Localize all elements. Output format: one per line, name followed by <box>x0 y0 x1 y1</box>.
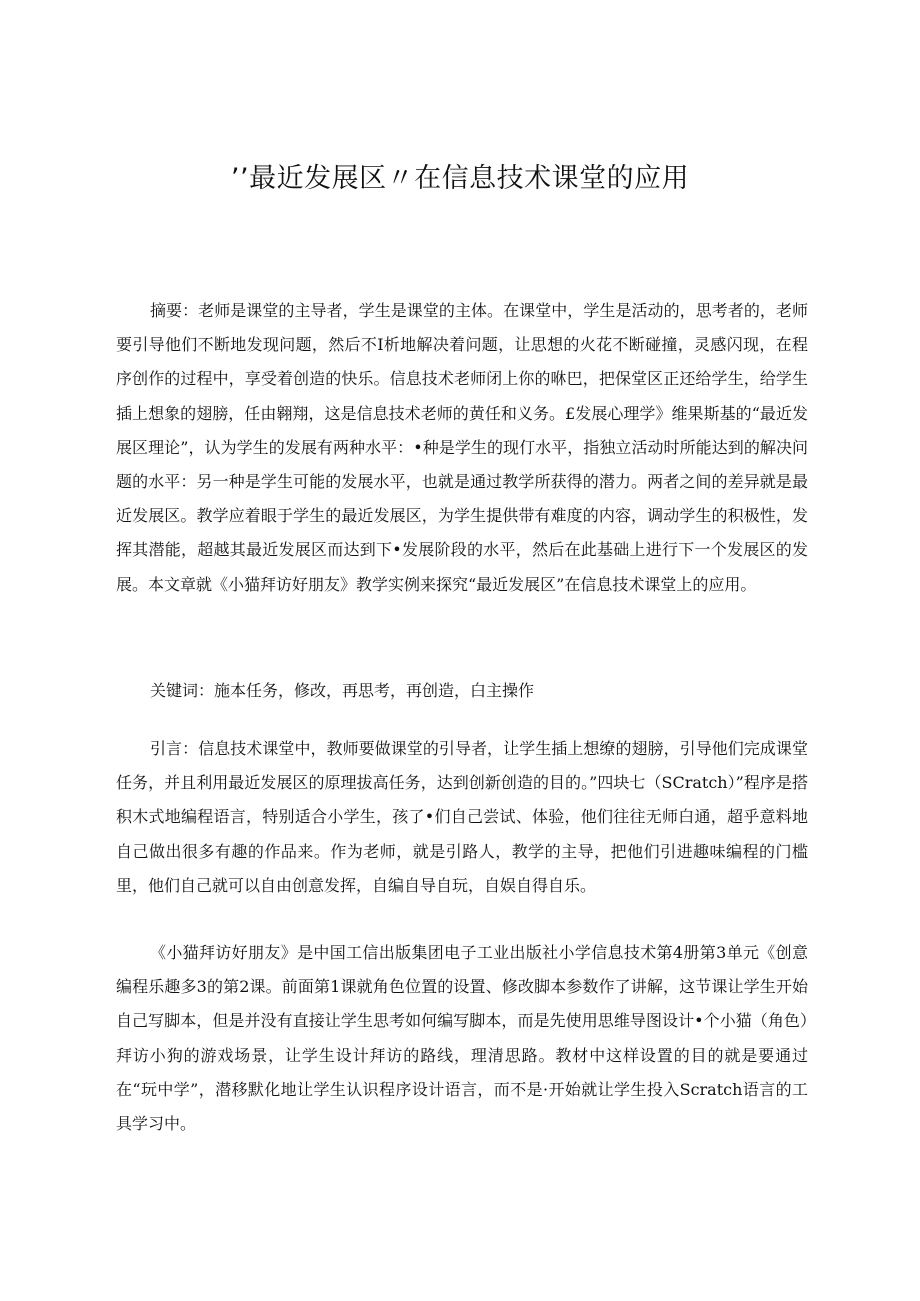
introduction-paragraph: 引言：信息技术课堂中，教师要做课堂的引导者，让学生插上想缭的翅膀，引导他们完成课堂任务，并且利用最近发展区的原理拔高任务，达到创新创造的目的。”四块七（SCratch）”程序是搭积木式地编程语言，特别适合小学生，孩了•们自己尝试、体验，他们往往无师白通，超乎意料地自己做出很多有趣的作品来。作为老师，就是引路人，教学的主导，把他们引进趣味编程的门槛里，他们自己就可以自由创意发挥，自编自导自玩，自娱自得自乐。 <box>116 739 808 895</box>
document-title: ’’最近发展区〃在信息技术课堂的应用 <box>230 163 690 194</box>
abstract-paragraph: 摘要：老师是课堂的主导者，学生是课堂的主体。在课堂中，学生是活动的，思考者的，老师要引导他们不断地发现问题，然后不I析地解决着问题，让思想的火花不断碰撞，灵感闪现，在程序创作的过程中，享受着创造的快乐。信息技术老师闭上你的咻巴，把保堂区正还给学生，给学生插上想象的翅膀，任由翱翔，这是信息技术老师的黄任和义务。£发展心理学》维果斯基的“最近发展区理论”，认为学生的发展有两种水平：•种是学生的现仃水平，指独立活动时所能达到的解决问题的水平：另一种是学生可能的发展水平，也就是通过教学所获得的潜力。两者之间的差异就是最近发展区。教学应着眼于学生的最近发展区，为学生提供带有难度的内容，调动学生的积极性，发挥其潜能，超越其最近发展区而达到下•发展阶段的水平，然后在此基础上进行下一个发展区的发展。本文章就《小猫拜访好朋友》教学实例来探究“最近发展区”在信息技术课堂上的应用。 <box>116 301 808 594</box>
lesson-paragraph: 《小猫拜访好朋友》是中国工信出版集团电子工业出版社小学信息技术第4册第3单元《创意编程乐趣多3的第2课。前面第1课就角色位置的设置、修改脚本参数作了讲解，这节课让学生开始自己写脚本，但是并没有直接让学生思考如何编写脚本，而是先使用思维导图设计•个小猫（角色）拜访小狗的游戏场景，让学生设计拜访的路线，理清思路。教材中这样设置的目的就是要通过在“玩中学”，潜移默化地让学生认识程序设计语言，而不是·开始就让学生投入Scratch语言的工具学习中。 <box>116 943 808 1134</box>
keywords-paragraph: 关键词：施本任务，修改，再思考，再创造，白主操作 <box>150 681 535 700</box>
